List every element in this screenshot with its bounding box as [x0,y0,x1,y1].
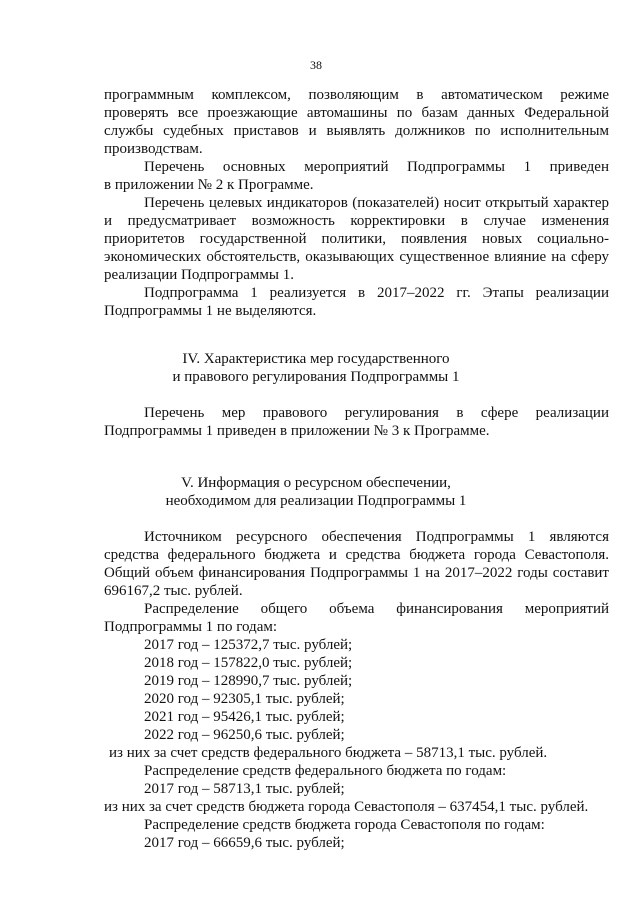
section-heading: V. Информация о ресурсном обеспечении, [181,475,451,491]
paragraph-line: проверять все проезжающие автомашины по базам данных Федеральной [104,105,609,121]
city-total-line: из них за счет средств бюджета города Севастополя – 637454,1 тыс. рублей. [104,799,589,815]
page-number: 38 [310,58,322,72]
federal-total-line: из них за счет средств федерального бюджета – 58713,1 тыс. рублей. [109,745,548,761]
section-heading: IV. Характеристика мер государственного [182,351,450,367]
year-amount-line: 2019 год – 128990,7 тыс. рублей; [144,673,353,689]
paragraph-line: службы судебных приставов и выявлять должников по исполнительным [104,123,609,139]
paragraph-line: приоритетов государственной политики, появления новых социально- [104,231,609,247]
paragraph-line: Перечень целевых индикаторов (показателей) носит открытый характер [144,195,609,211]
paragraph-line: Общий объем финансирования Подпрограммы 1 на 2017–2022 годы составит [104,565,609,581]
year-amount-line: 2020 год – 92305,1 тыс. рублей; [144,691,345,707]
paragraph-line: Распределение общего объема финансирования мероприятий [144,601,609,617]
year-amount-line: 2022 год – 96250,6 тыс. рублей; [144,727,345,743]
paragraph-line: производствам. [104,141,203,157]
year-amount-line: 2017 год – 58713,1 тыс. рублей; [144,781,345,797]
year-amount-line: 2021 год – 95426,1 тыс. рублей; [144,709,345,725]
year-amount-line: 2018 год – 157822,0 тыс. рублей; [144,655,353,671]
paragraph-line: программным комплексом, позволяющим в автоматическом режиме [104,87,609,103]
paragraph-line: Перечень мер правового регулирования в сфере реализации [144,405,609,421]
year-amount-line: 2017 год – 125372,7 тыс. рублей; [144,637,353,653]
paragraph-line: 696167,2 тыс. рублей. [104,583,243,599]
federal-distribution-title: Распределение средств федерального бюджета по годам: [144,763,507,779]
paragraph-line: реализации Подпрограммы 1. [104,267,294,283]
paragraph-line: Подпрограммы 1 по годам: [104,619,278,635]
paragraph-line: средства федерального бюджета и средства бюджета города Севастополя. [104,547,609,563]
section-heading: и правового регулирования Подпрограммы 1 [172,369,460,385]
paragraph-line: и предусматривает возможность корректировки в случае изменения [104,213,609,229]
paragraph-line: экономических обстоятельств, оказывающих существенное влияние на сферу [104,249,609,265]
year-amount-line: 2017 год – 66659,6 тыс. рублей; [144,835,345,851]
paragraph-line: Перечень основных мероприятий Подпрограммы 1 приведен [144,159,609,175]
section-heading: необходимом для реализации Подпрограммы 1 [165,493,467,509]
paragraph-line: Источником ресурсного обеспечения Подпрограммы 1 являются [144,529,609,545]
paragraph-line: в приложении № 2 к Программе. [104,177,314,193]
paragraph-line: Подпрограммы 1 не выделяются. [104,303,317,319]
city-distribution-title: Распределение средств бюджета города Севастополя по годам: [144,817,545,833]
paragraph-line: Подпрограммы 1 приведен в приложении № 3 к Программе. [104,423,490,439]
paragraph-line: Подпрограмма 1 реализуется в 2017–2022 гг. Этапы реализации [144,285,609,301]
